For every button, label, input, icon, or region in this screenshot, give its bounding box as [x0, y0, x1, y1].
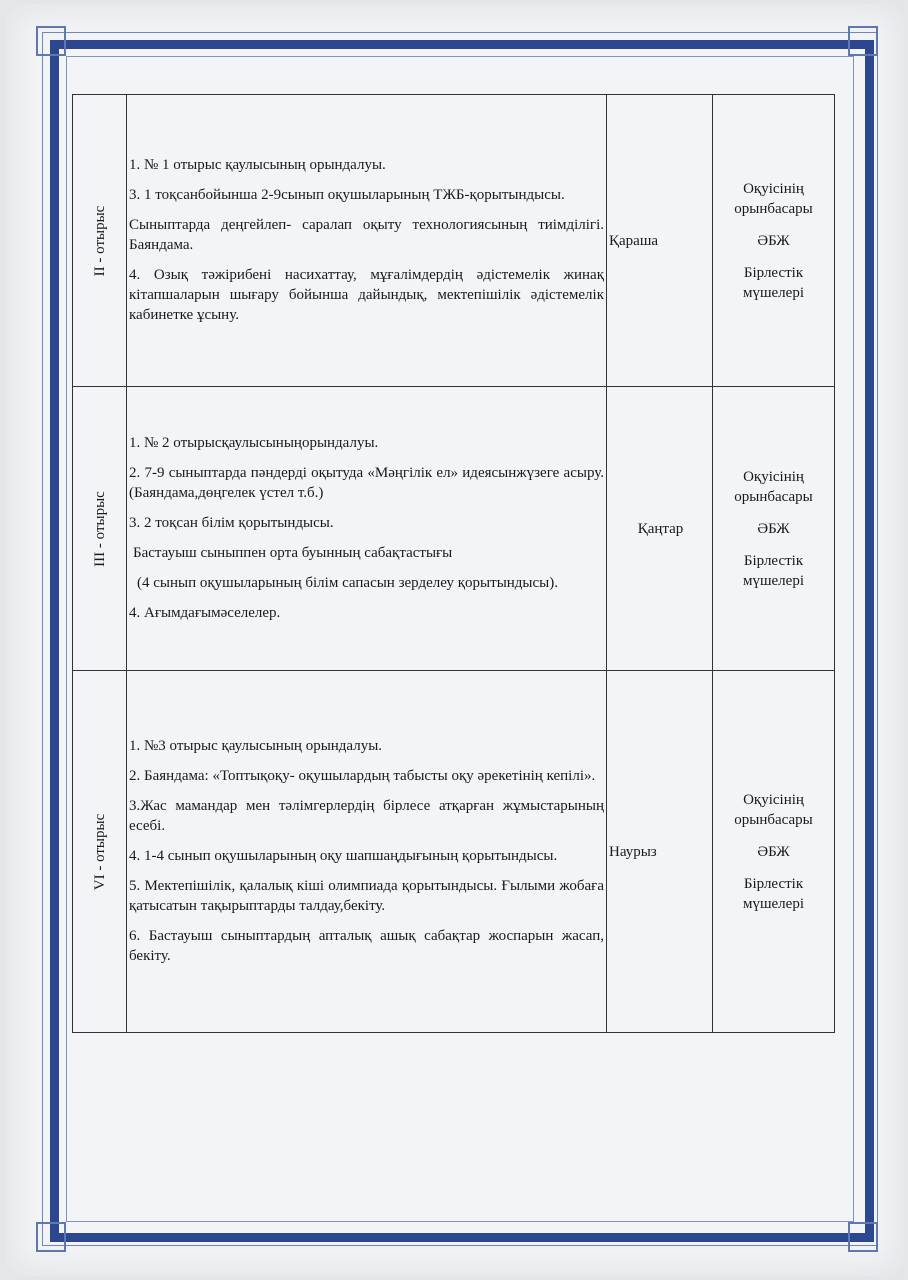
responsible-person: Оқуісінің орынбасары: [734, 180, 813, 217]
agenda-item: 1. № 2 отырысқаулысыныңорындалуы.: [129, 434, 379, 451]
agenda-cell: [127, 387, 607, 671]
session-label: III - отырыс: [91, 490, 108, 567]
date-cell: Наурыз: [607, 671, 713, 1033]
agenda-item: 2. 7-9 сыныптарда пәндерді оқытуда «Мәңгілік ел» идеясынжүзеге асыру. (Баяндама,дөңгелек үстел т.б.): [129, 464, 604, 501]
border-corner-ornament: [848, 1222, 878, 1252]
agenda-item: Сыныптарда деңгейлеп- саралап оқыту технологиясының тиімділігі. Баяндама.: [129, 216, 604, 253]
border-corner-ornament: [36, 26, 66, 56]
responsible-person: ӘБЖ: [757, 843, 790, 860]
agenda-item: 4. Ағымдағымәселелер.: [129, 604, 281, 621]
responsible-person: Оқуісінің орынбасары: [734, 791, 813, 828]
date-cell: Қараша: [607, 95, 713, 387]
session-label: II - отырыс: [91, 205, 108, 276]
agenda-item: 4. 1-4 сынып оқушыларының оқу шапшаңдығының қорытындысы.: [129, 847, 558, 864]
responsible-person: Оқуісінің орынбасары: [734, 468, 813, 505]
agenda-item: 1. № 1 отырыс қаулысының орындалуы.: [129, 156, 386, 173]
date-cell: Қаңтар: [607, 387, 713, 671]
agenda-item: 3. 2 тоқсан білім қорытындысы.: [129, 514, 334, 531]
agenda-item: 3. 1 тоқсанбойынша 2-9сынып оқушыларының ТЖБ-қорытындысы.: [129, 186, 565, 203]
border-corner-ornament: [848, 26, 878, 56]
responsible-cell: [713, 95, 835, 387]
agenda-item: (4 сынып оқушыларының білім сапасын зерделеу қорытындысы).: [137, 574, 558, 591]
responsible-person: Бірлестік мүшелері: [742, 875, 804, 912]
session-label-cell: [73, 95, 127, 387]
agenda-item: 6. Бастауыш сыныптардың апталық ашық сабақтар жоспарын жасап, бекіту.: [129, 927, 604, 964]
responsible-person: Бірлестік мүшелері: [742, 264, 804, 301]
responsible-person: Бірлестік мүшелері: [742, 552, 804, 589]
agenda-item: 1. №3 отырыс қаулысының орындалуы.: [129, 737, 383, 754]
agenda-item: 5. Мектепішілік, қалалық кіші олимпиада қорытындысы. Ғылыми жобаға қатысатын тақырыптарды талдау,бекіту.: [129, 877, 604, 914]
session-label-cell: [73, 387, 127, 671]
meeting-plan-table: [72, 94, 835, 1033]
responsible-person: ӘБЖ: [757, 232, 790, 249]
table-row: [73, 95, 835, 387]
agenda-item: 2. Баяндама: «Топтықоқу- оқушылардың табысты оқу әрекетінің кепілі».: [129, 767, 596, 784]
session-label: VI - отырыс: [91, 813, 108, 890]
agenda-item: 4. Озық тәжірибені насихаттау, мұғалімдердің әдістемелік жинақ кітапшаларын шығару бойынша дайындық, мектепішілік әдістемелік кабинетке ұсыну.: [129, 266, 604, 323]
session-label-cell: [73, 671, 127, 1033]
responsible-cell: [713, 671, 835, 1033]
responsible-cell: [713, 387, 835, 671]
agenda-cell: [127, 671, 607, 1033]
agenda-item: Бастауыш сыныппен орта буынның сабақтастығы: [133, 544, 453, 561]
agenda-item: 3.Жас мамандар мен тәлімгерлердің бірлесе атқарған жұмыстарының есебі.: [129, 797, 604, 834]
border-corner-ornament: [36, 1222, 66, 1252]
responsible-person: ӘБЖ: [757, 520, 790, 537]
table-row: [73, 387, 835, 671]
agenda-cell: [127, 95, 607, 387]
table-row: [73, 671, 835, 1033]
